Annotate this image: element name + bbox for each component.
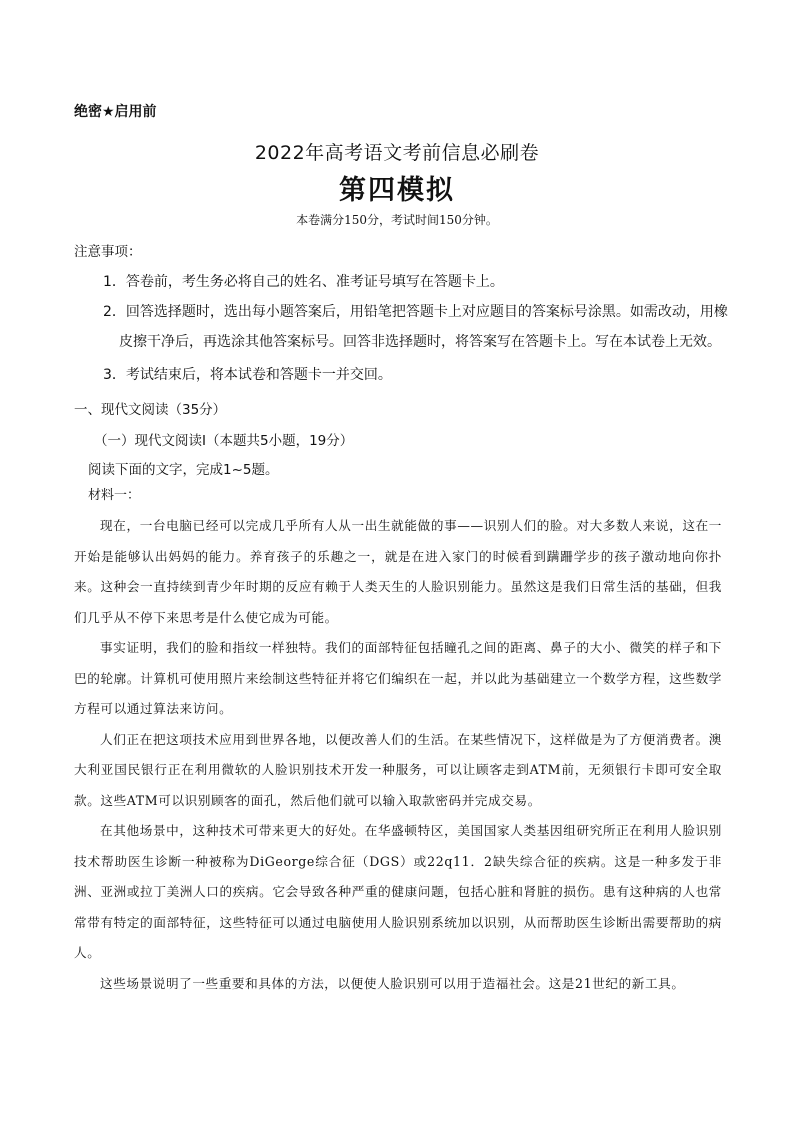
material-label: 材料一： xyxy=(88,488,141,503)
paragraph-5: 这些场景说明了一些重要和具体的方法，以便使人脸识别可以用于造福社会。这是21世纪的新工具。 xyxy=(100,975,685,991)
notice-item-2: 2．回答选择题时，选出每小题答案后，用铅笔把答题卡上对应题目的答案标号涂黑。如需改动，用橡 xyxy=(103,304,728,320)
notice-heading: 注意事项： xyxy=(74,244,142,260)
notice-item-1: 1．答卷前，考生务必将自己的姓名、准考证号填写在答题卡上。 xyxy=(103,274,504,290)
section-heading: 一、现代文阅读（35分） xyxy=(74,402,227,418)
paragraph-2: 事实证明，我们的脸和指纹一样独特。我们的面部特征包括瞳孔之间的距离、鼻子的大小、微笑的样子和下巴的轮廓。计算机可使用照片来绘制这些特征并将它们编织在一起，并以此为基础建立一个数学方程，这些数学方程可以通过算法来访问。 xyxy=(74,640,722,716)
notice-item-2-continued: 皮擦干净后，再选涂其他答案标号。回答非选择题时，将答案写在答题卡上。写在本试卷上无效。 xyxy=(119,334,721,350)
score-note: 本卷满分150分，考试时间150分钟。 xyxy=(296,213,498,227)
paragraph-3: 人们正在把这项技术应用到世界各地，以便改善人们的生活。在某些情况下，这样做是为了方便消费者。澳大利亚国民银行正在利用微软的人脸识别技术开发一种服务，可以让顾客走到ATM前，无须银行卡即可安全取款。这些ATM可以识别顾客的面孔，然后他们就可以输入取款密码并完成交易。 xyxy=(74,731,722,808)
paragraph-4: 在其他场景中，这种技术可带来更大的好处。在华盛顿特区，美国国家人类基因组研究所正在利用人脸识别技术帮助医生诊断一种被称为DiGeorge综合征（DGS）或22q11．2缺失综合征的疾病。这是一种多发于非洲、亚洲或拉丁美洲人口的疾病。它会导致各种严重的健康问题，包括心脏和肾脏的损伤。患有这种病的人也常常带有特定的面部特征，这些特征可以通过电脑使用人脸识别系统加以识别，从而帮助医生诊断出需要帮助的病人。 xyxy=(74,823,722,960)
exam-title: 2022年高考语文考前信息必刷卷 xyxy=(254,142,540,164)
material-body xyxy=(74,511,722,999)
confidential-label: 绝密★启用前 xyxy=(74,104,157,120)
section-subheading: （一）现代文阅读Ⅰ（本题共5小题，19分） xyxy=(94,433,354,449)
notice-item-3: 3．考试结束后，将本试卷和答题卡一并交回。 xyxy=(103,367,392,383)
paragraph-1: 现在，一台电脑已经可以完成几乎所有人从一出生就能做的事——识别人们的脸。对大多数人来说，这在一开始是能够认出妈妈的能力。养育孩子的乐趣之一，就是在进入家门的时候看到蹒跚学步的孩子激动地向你扑来。这种会一直持续到青少年时期的反应有赖于人类天生的人脸识别能力。虽然这是我们日常生活的基础，但我们几乎从不停下来思考是什么使它成为可能。 xyxy=(74,518,722,625)
model-title: 第四模拟 xyxy=(339,175,455,206)
reading-instruction: 阅读下面的文字，完成1~5题。 xyxy=(88,462,279,478)
